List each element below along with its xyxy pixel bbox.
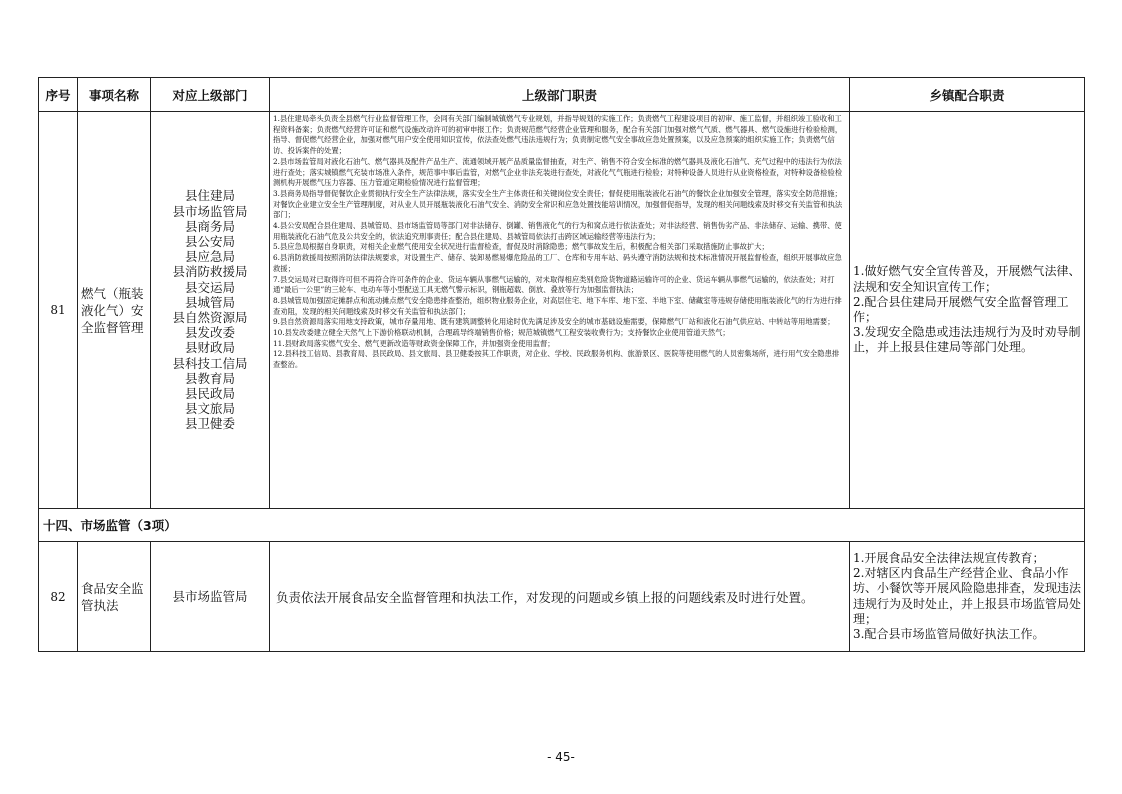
duty-item: 8.县城管局加强固定摊群点和流动摊点燃气安全隐患排查整治，组织物业服务企业，对高层住宅、地下车库、地下室、半地下室、储藏室等违规存储使用瓶装液化气的行为进行排查劝阻，发现的相关问题线索及时移交有关监管和执法部门； — [273, 295, 842, 316]
duty-table — [38, 77, 1085, 652]
row82-town-duties — [850, 542, 1085, 652]
town-duty-item: 3.发现安全隐患或违法违规行为及时劝导制止，并上报县住建局等部门处理。 — [853, 325, 1081, 355]
dept-item: 县科技工信局 — [172, 355, 248, 371]
duty-item: 6.县消防救援局按照消防法律法规要求，对设置生产、储存、装卸易燃易爆危险品的工厂、仓库和专用车站、码头遵守消防法规和技术标准情况开展监督检查，组织开展事故应急救援； — [273, 253, 842, 273]
town-duty-item: 2.对辖区内食品生产经营企业、食品小作坊、小餐饮等开展风险隐患排查，发现违法违规行为及时处止，并上报县市场监管局处理； — [853, 566, 1082, 626]
table-row-82 — [39, 542, 1085, 652]
dept-item: 县卫健委 — [184, 416, 235, 432]
header-no: 序号 — [39, 78, 78, 112]
dept-item: 县财政局 — [184, 340, 235, 356]
dept-item: 县发改委 — [184, 325, 235, 341]
dept-item: 县消防救援局 — [172, 264, 248, 280]
dept-item: 县公安局 — [184, 233, 235, 249]
section-row — [39, 509, 1085, 542]
dept-item: 县文旅局 — [184, 401, 235, 417]
duty-item: 7.县交运局对已取得许可但不再符合许可条件的企业、货运车辆从事燃气运输的，对未取得相应类别危险货物道路运输许可的企业、货运车辆从事燃气运输的，依法查处；对打通“最后一公里”的三轮车、电动车等小型配送工具无燃气警示标识，钢瓶超载、倒放、叠放等行为加强监督执法； — [273, 274, 835, 295]
duty-item: 2.县市场监管局对液化石油气、燃气器具及配件产品生产、流通领域开展产品质量监督抽查，对生产、销售不符合安全标准的燃气器具及液化石油气、充气过程中的违法行为依法进行查处；落实城镇燃气充装市场准入条件，规范事中事后监管，对燃气企业非法充装进行查处，对液化气气瓶进行检验；对特种设备人员进行从业资格检查，对特种设备检验检测机构开展燃气压力容器、压力管道定期检验情况进行监督管理； — [273, 156, 843, 188]
section-title: 十四、市场监管（3项） — [39, 509, 1085, 542]
town-duty-item: 2.配合县住建局开展燃气安全监督管理工作； — [853, 294, 1069, 324]
row82-no: 82 — [39, 542, 78, 652]
header-dept: 对应上级部门 — [151, 78, 270, 112]
dept-item: 县住建局 — [184, 188, 235, 204]
row82-name: 食品安全监管执法 — [78, 542, 151, 652]
duty-item: 10.县发改委建立健全天然气上下游价格联动机制，合理疏导终端销售价格；规范城镇燃气工程安装收费行为；支持餐饮企业使用管道天然气； — [273, 328, 730, 338]
row81-town-duties — [850, 112, 1085, 509]
duty-item: 12.县科技工信局、县教育局、县民政局、县文旅局、县卫健委按其工作职责，对企业、学校、民政服务机构、旅游景区、医院等使用燃气的人员密集场所，进行用气安全隐患排查整治。 — [273, 349, 840, 370]
dept-item: 县教育局 — [184, 370, 235, 386]
duty-item: 5.县应急局根据自身职责，对相关企业燃气使用安全状况进行监督检查，督促及时消除隐患；燃气事故发生后，积极配合相关部门采取措施防止事故扩大； — [273, 242, 769, 252]
dept-item: 县应急局 — [184, 249, 235, 265]
header-superior-duty: 上级部门职责 — [270, 78, 850, 112]
dept-item: 县民政局 — [184, 386, 235, 402]
header-row — [39, 78, 1085, 112]
row81-no: 81 — [39, 112, 78, 509]
town-duty-item: 1.开展食品安全法律法规宣传教育； — [853, 550, 1045, 565]
row81-name: 燃气（瓶装液化气）安全监督管理 — [78, 112, 151, 509]
table-row-81 — [39, 112, 1085, 509]
duty-item: 11.县财政局落实燃气安全、燃气更新改造等财政资金保障工作，并加强资金使用监督； — [273, 338, 555, 348]
header-town-duty: 乡镇配合职责 — [850, 78, 1085, 112]
duty-item: 9.县自然资源局落实用地支持政策，城市存量用地、既有建筑调整转化用途时优先满足涉及安全的城市基础设施需要，保障燃气厂站和液化石油气供应站、中转站等用地需要； — [273, 317, 835, 327]
dept-item: 县城管局 — [184, 294, 235, 310]
document-table-wrapper — [38, 77, 1084, 652]
town-duty-item: 3.配合县市场监管局做好执法工作。 — [853, 626, 1045, 641]
row82-dept: 县市场监管局 — [151, 542, 270, 652]
header-name: 事项名称 — [78, 78, 151, 112]
dept-item: 县商务局 — [184, 218, 235, 234]
duty-item: 1.县住建局牵头负责全县燃气行业监督管理工作，会同有关部门编制城镇燃气专业规划，并指导规划的实施工作；负责燃气工程建设项目的初审、施工监督，并组织竣工验收和工程资料备案；负责燃气经营许可证和燃气设施改动许可的初审申报工作；负责规范燃气经营企业管理和服务，配合有关部门加强对燃气气质、燃气器具、燃气设施进行检验检测，指导、督促燃气经营企业，加强对燃气用户安全使用知识宣传，依法查处燃气违法违规行为；负责制定燃气安全事故应急处置预案，以及应急预案的组织实施工作；负责燃气信访、投诉案件的处置； — [273, 114, 843, 156]
row81-depts — [151, 112, 270, 509]
dept-item: 县自然资源局 — [172, 310, 248, 325]
page-number: - 45- — [547, 750, 575, 764]
duty-item: 3.县商务局指导督促餐饮企业贯彻执行安全生产法律法规，落实安全生产主体责任和关键岗位安全责任；督促使用瓶装液化石油气的餐饮企业加强安全管理，落实安全防范措施；对餐饮企业建立安全生产管理制度，对从业人员开展瓶装液化石油气安全、消防安全常识和应急处置技能培训情况，加强督促指导，发现的相关问题线索及时移交有关监管和执法部门； — [273, 188, 843, 220]
duty-item: 4.县公安局配合县住建局、县城管局、县市场监管局等部门对非法储存、倒罐、销售液化气的行为和窝点进行依法查处；对非法经营、销售伪劣产品、非法储存、运输、携带、使用瓶装液化石油气危及公共安全的，依法追究刑事责任；配合县住建局、县城管局依法打击跨区域运输经营等违法行为； — [273, 221, 842, 241]
town-duty-item: 1.做好燃气安全宣传普及，开展燃气法律、法规和安全知识宣传工作； — [853, 264, 1081, 294]
dept-item: 县市场监管局 — [172, 203, 248, 219]
row81-superior-duties — [270, 112, 850, 509]
row82-superior-duty: 负责依法开展食品安全监督管理和执法工作，对发现的问题或乡镇上报的问题线索及时进行处置。 — [270, 542, 850, 652]
dept-item: 县交运局 — [184, 279, 235, 295]
